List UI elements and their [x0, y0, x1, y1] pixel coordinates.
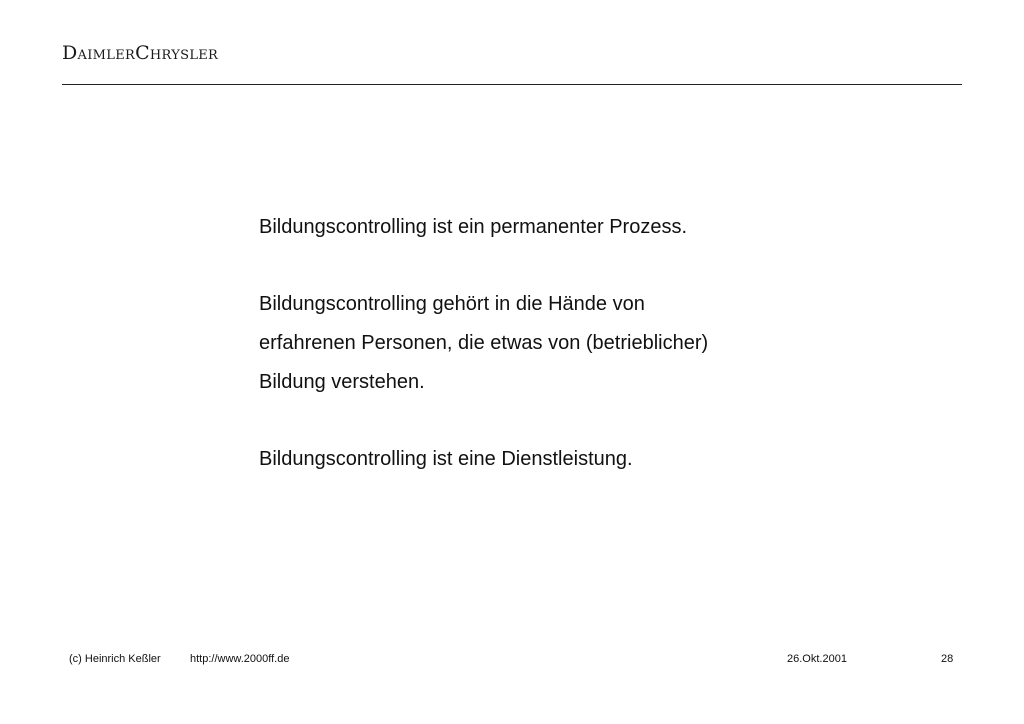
- footer-date: 26.Okt.2001: [787, 653, 847, 665]
- statement-line: Bildung verstehen.: [259, 371, 425, 393]
- statement-line: Bildungscontrolling ist eine Dienstleistung.: [259, 448, 633, 470]
- statement-line: Bildungscontrolling ist ein permanenter Prozess.: [259, 216, 687, 238]
- statement-service: [259, 440, 819, 479]
- footer-page-number: 28: [941, 653, 954, 665]
- statement-experienced-persons: [259, 285, 819, 402]
- slide-body: [259, 208, 819, 479]
- company-logo: DaimlerChrysler: [62, 42, 219, 64]
- statement-permanent-process: [259, 208, 819, 247]
- statement-line: erfahrenen Personen, die etwas von (betrieblicher): [259, 332, 709, 354]
- slide-footer: [0, 653, 1024, 669]
- footer-copyright: (c) Heinrich Keßler: [69, 653, 161, 665]
- header-divider: [62, 84, 962, 85]
- footer-url: http://www.2000ff.de: [190, 653, 290, 665]
- statement-line: Bildungscontrolling gehört in die Hände von: [259, 293, 645, 315]
